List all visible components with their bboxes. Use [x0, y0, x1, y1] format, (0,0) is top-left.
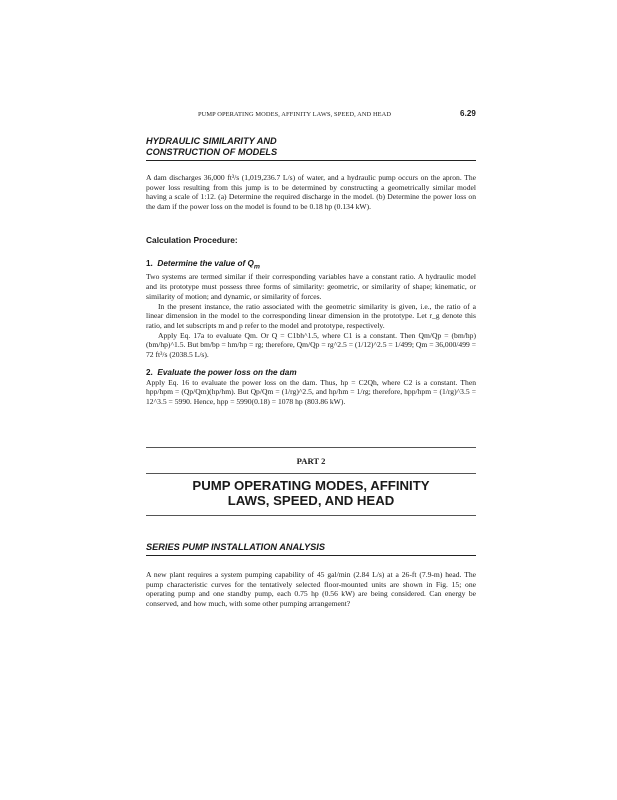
step-1-paragraph-1: Two systems are termed similar if their corresponding variables have a constant ratio. A hydraulic model and its prototype must possess three forms of similarity: geometric, or similarity of shape; kinematic, or similarity of motion; and dynamic, or similarity of forces. [146, 272, 476, 301]
step-1-paragraph-2: In the present instance, the ratio associated with the geometric similarity is given, i.e., the ratio of a linear dimension in the model to the corresponding linear dimension in the prototype. Let r_g denote this ratio, and let subscripts m and p refer to the model and prototype, respectively. [146, 301, 476, 330]
running-head [146, 108, 476, 120]
section-title-hydraulic-similarity [146, 136, 476, 158]
calculation-procedure-heading: Calculation Procedure: [146, 234, 238, 245]
section-title-rule [146, 160, 476, 161]
part-title-line-1: PUMP OPERATING MODES, AFFINITY [192, 477, 430, 493]
part-title-line-2: LAWS, SPEED, AND HEAD [227, 492, 395, 508]
book-page [146, 108, 476, 609]
step-1-number: 1. [146, 258, 153, 268]
page-number: 6.29 [460, 109, 476, 118]
part-rule-middle [146, 473, 476, 474]
series-pump-problem-statement: A new plant requires a system pumping capability of 45 gal/min (2.84 L/s) at a 26-ft (7.9-m) head. The pump characteristic curves for the tentatively selected floor-mounted units are shown in Fig. 15; one operating pump and one standby pump, each 0.75 hp (0.56 kW) are being considered. Can energy be conserved, and how much, with some other pumping arrangement? [146, 569, 476, 608]
part-rule-top [146, 447, 476, 448]
section-title-rule-2 [146, 555, 476, 556]
part-label: PART 2 [296, 455, 326, 466]
step-2-paragraph-1: Apply Eq. 16 to evaluate the power loss on the dam. Thus, hp = C2Qh, where C2 is a constant. Then hpp/hpm = (Qp/Qm)(hp/hm). But Qp/Qm = (1/rg)^2.5, and hp/hm = 1/rg; therefore, hpp/hpm = (1/rg)^3.5 = 12^3.5 = 5990. Hence, hpp = 5990(0.18) = 1078 hp (803.86 kW). [146, 377, 476, 407]
part-rule-bottom [146, 515, 476, 516]
step-1-title: Determine the value of Q [157, 258, 254, 268]
step-1-heading [146, 259, 476, 273]
section-title-series-pump: SERIES PUMP INSTALLATION ANALYSIS [146, 541, 325, 552]
part-title [146, 478, 476, 508]
section-title-line-1: HYDRAULIC SIMILARITY AND [146, 136, 277, 146]
running-head-title: PUMP OPERATING MODES, AFFINITY LAWS, SPEED, AND HEAD [198, 111, 392, 118]
step-1-title-subscript: m [253, 263, 260, 271]
step-2-heading [146, 368, 476, 378]
step-2-title: Evaluate the power loss on the dam [157, 367, 297, 377]
step-2-number: 2. [146, 367, 153, 377]
step-1-paragraph-3: Apply Eq. 17a to evaluate Qm. Or Q = C1bh^1.5, where C1 is a constant. Then Qm/Qp = (bm/hp)(bm/hp)^1.5. But bm/bp = hm/hp = rg; therefore, Qm/Qp = rg^2.5 = (1/12)^2.5 = 1/499; Qm = 36,000/499 = 72 ft³/s (2038.5 L/s). [146, 330, 476, 360]
section-title-line-2: CONSTRUCTION OF MODELS [146, 147, 278, 157]
problem-statement: A dam discharges 36,000 ft³/s (1,019,236.7 L/s) of water, and a hydraulic pump occurs on the apron. The power loss resulting from this jump is to be determined by constructing a geometrically similar model having a scale of 1:12. (a) Determine the required discharge in the model. (b) Determine the power loss on the dam if the power loss on the model is found to be 0.18 hp (0.134 kW). [146, 173, 476, 212]
